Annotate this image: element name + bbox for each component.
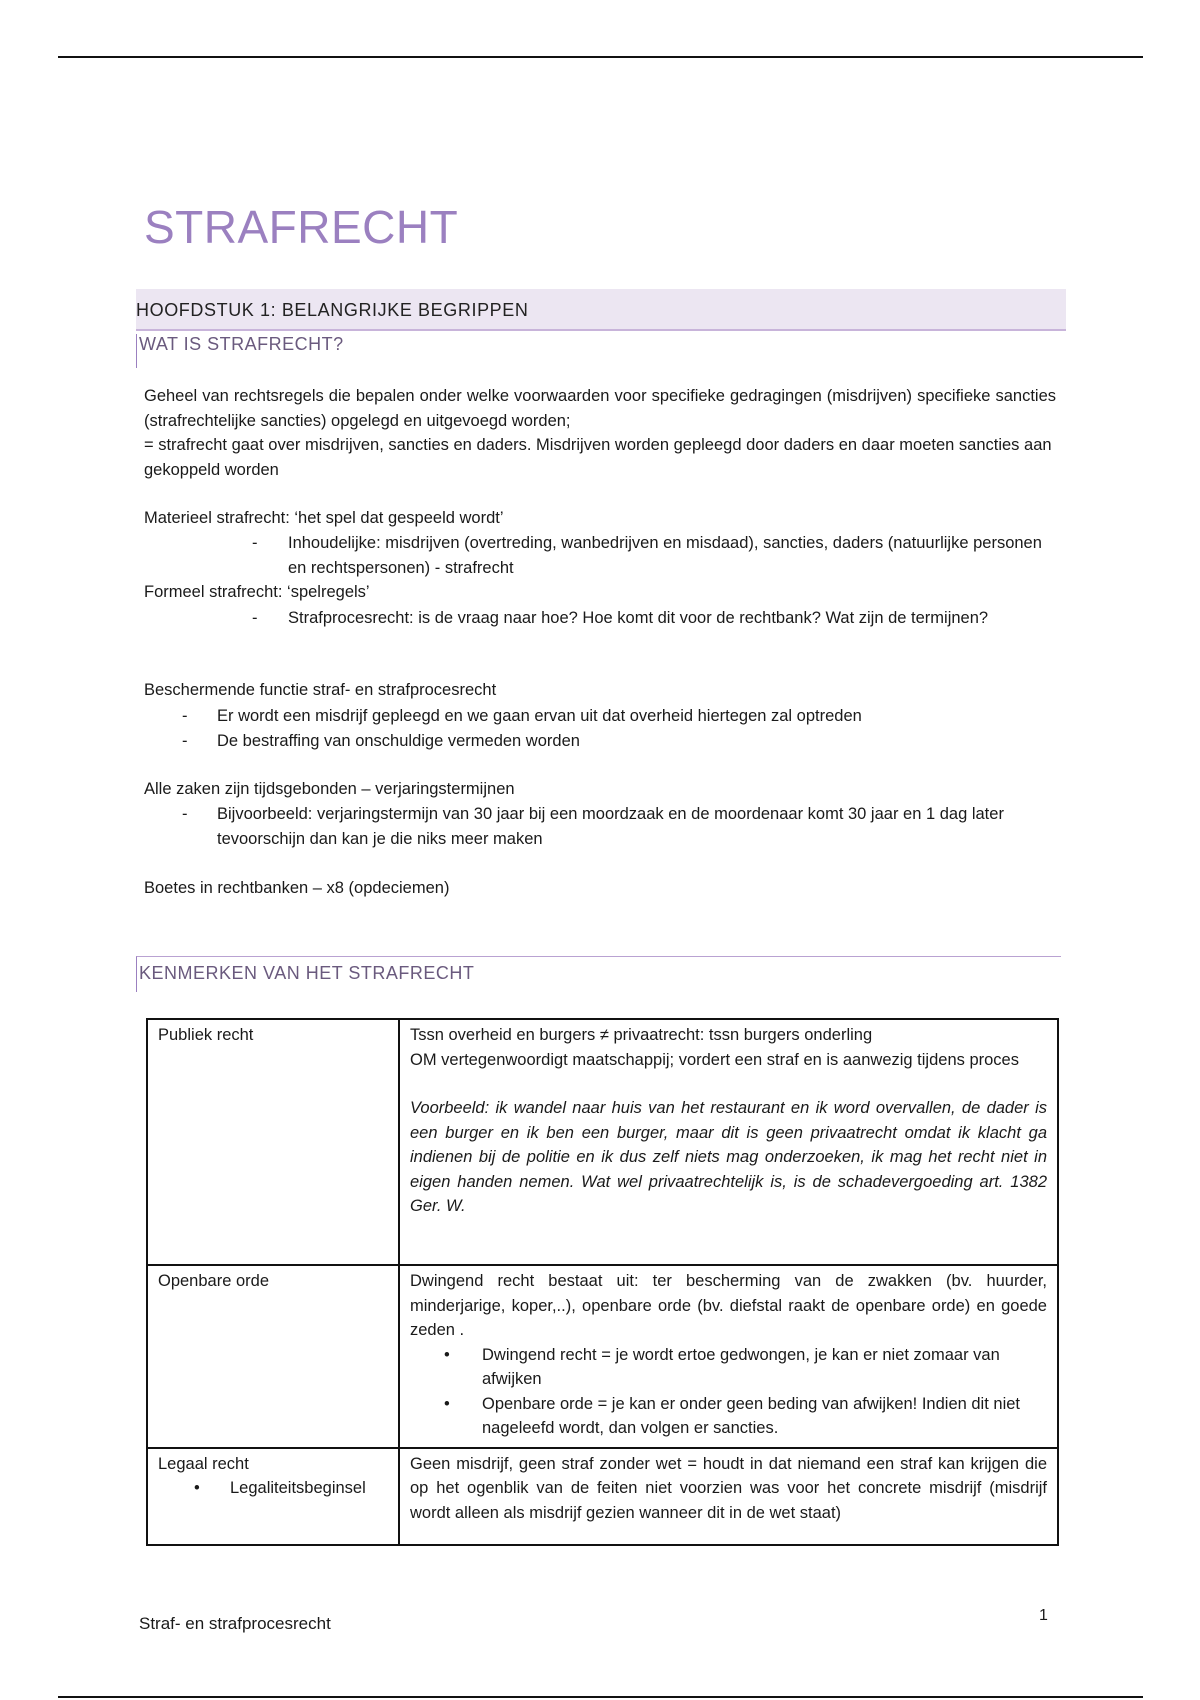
row-text: Geen misdrijf, geen straf zonder wet = houdt in dat niemand een straf kan krijgen die op het ogenblik van de feiten niet voorzien was voor het concrete misdrijf (misdrijf wordt alleen als misdrijf gezien wanneer dit in de wet staat) bbox=[410, 1454, 1047, 1522]
list-item-text: Dwingend recht = je wordt ertoe gedwongen, je kan er niet zomaar van afwijken bbox=[482, 1345, 1000, 1388]
row-text: Dwingend recht bestaat uit: ter bescherming van de zwakken (bv. huurder, minderjarige, koper,..), openbare orde (bv. diefstal raakt de openbare orde) en goede zeden . bbox=[410, 1272, 1047, 1339]
materieel-item: Inhoudelijke: misdrijven (overtreding, wanbedrijven en misdaad), sancties, daders (natuurlijke personen en rechtspersonen) - strafrecht bbox=[288, 534, 1042, 577]
beschermend-item-1: Er wordt een misdrijf gepleegd en we gaan ervan uit dat overheid hiertegen zal optreden bbox=[217, 707, 862, 725]
boetes-text: Boetes in rechtbanken – x8 (opdeciemen) bbox=[144, 879, 450, 897]
section-heading-text: WAT IS STRAFRECHT? bbox=[139, 334, 344, 354]
row-sublabel: Legaliteitsbeginsel bbox=[230, 1479, 366, 1497]
dash-bullet: - bbox=[252, 609, 258, 627]
page-number: 1 bbox=[1039, 1607, 1048, 1624]
row-text: Tssn overheid en burgers ≠ privaatrecht: tssn burgers onderling bbox=[410, 1026, 873, 1044]
list-item-text: Openbare orde = je kan er onder geen beding van afwijken! Indien dit niet nageleefd wordt, dan volgen er sancties. bbox=[482, 1394, 1020, 1437]
beschermend-item-2: De bestraffing van onschuldige vermeden worden bbox=[217, 732, 580, 750]
dash-bullet: - bbox=[182, 707, 188, 725]
row-label bbox=[147, 1448, 399, 1545]
row-label: Publiek recht bbox=[147, 1019, 399, 1265]
formeel-item: Strafprocesrecht: is de vraag naar hoe? Hoe komt dit voor de rechtbank? Wat zijn de termijnen? bbox=[288, 609, 989, 627]
bullet-icon: • bbox=[444, 1394, 450, 1413]
kenmerken-table bbox=[146, 1018, 1059, 1546]
dash-bullet: - bbox=[182, 805, 188, 823]
beschermend-label: Beschermende functie straf- en strafprocesrecht bbox=[144, 681, 497, 699]
page-title: STRAFRECHT bbox=[144, 201, 459, 253]
tijd-label: Alle zaken zijn tijdsgebonden – verjaringstermijnen bbox=[144, 780, 515, 798]
intro-text-2: = strafrecht gaat over misdrijven, sancties en daders. Misdrijven worden gepleegd door daders en daar moeten sancties aan gekoppeld worden bbox=[144, 436, 1052, 479]
formeel-label: Formeel strafrecht: ‘spelregels’ bbox=[144, 583, 370, 601]
row-label-text: Legaal recht bbox=[158, 1454, 249, 1473]
row-content bbox=[399, 1019, 1058, 1265]
section-heading-wat-is-strafrecht bbox=[136, 334, 344, 368]
table-row bbox=[147, 1448, 1058, 1545]
table-row bbox=[147, 1019, 1058, 1265]
footer-rule bbox=[58, 1696, 1143, 1698]
row-label: Openbare orde bbox=[147, 1265, 399, 1448]
intro-text: Geheel van rechtsregels die bepalen onder welke voorwaarden voor specifieke gedragingen (misdrijven) specifieke sancties (strafrechtelijke sancties) opgelegd en uitgevoegd worden; bbox=[144, 387, 1056, 430]
bullet-icon: • bbox=[444, 1345, 450, 1364]
chapter-heading-text: HOOFDSTUK 1: BELANGRIJKE BEGRIPPEN bbox=[136, 300, 529, 320]
header-rule bbox=[58, 56, 1143, 58]
section-heading-text: KENMERKEN VAN HET STRAFRECHT bbox=[139, 963, 475, 983]
dash-bullet: - bbox=[182, 732, 188, 750]
list-item bbox=[410, 1343, 1047, 1392]
chapter-heading bbox=[136, 289, 1066, 331]
footer-title: Straf- en strafprocesrecht bbox=[139, 1614, 331, 1633]
table-row bbox=[147, 1265, 1058, 1448]
bullet-icon: • bbox=[194, 1479, 200, 1497]
row-text: OM vertegenwoordigt maatschappij; vordert een straf en is aanwezig tijdens proces bbox=[410, 1050, 1019, 1069]
materieel-label: Materieel strafrecht: ‘het spel dat gespeeld wordt’ bbox=[144, 509, 504, 527]
list-item bbox=[158, 1476, 388, 1501]
intro-paragraph bbox=[144, 384, 1056, 482]
row-content bbox=[399, 1448, 1058, 1545]
list-item bbox=[410, 1392, 1047, 1441]
tijd-item: Bijvoorbeeld: verjaringstermijn van 30 jaar bij een moordzaak en de moordenaar komt 30 jaar en 1 dag later tevoorschijn dan kan je die niks meer maken bbox=[217, 805, 1004, 848]
row-content bbox=[399, 1265, 1058, 1448]
example-text: Voorbeeld: ik wandel naar huis van het restaurant en ik word overvallen, de dader is een burger en ik ben een burger, maar dit is geen privaatrecht omdat ik klacht ga indienen bij de politie en ik dus zelf niets mag onderzoeken, ik mag het recht niet in eigen handen nemen. Wat wel privaatrechtelijk is, is de schadevergoeding art. 1382 Ger. W. bbox=[410, 1099, 1047, 1215]
section-heading-kenmerken bbox=[136, 956, 1061, 992]
dash-bullet: - bbox=[252, 534, 258, 552]
